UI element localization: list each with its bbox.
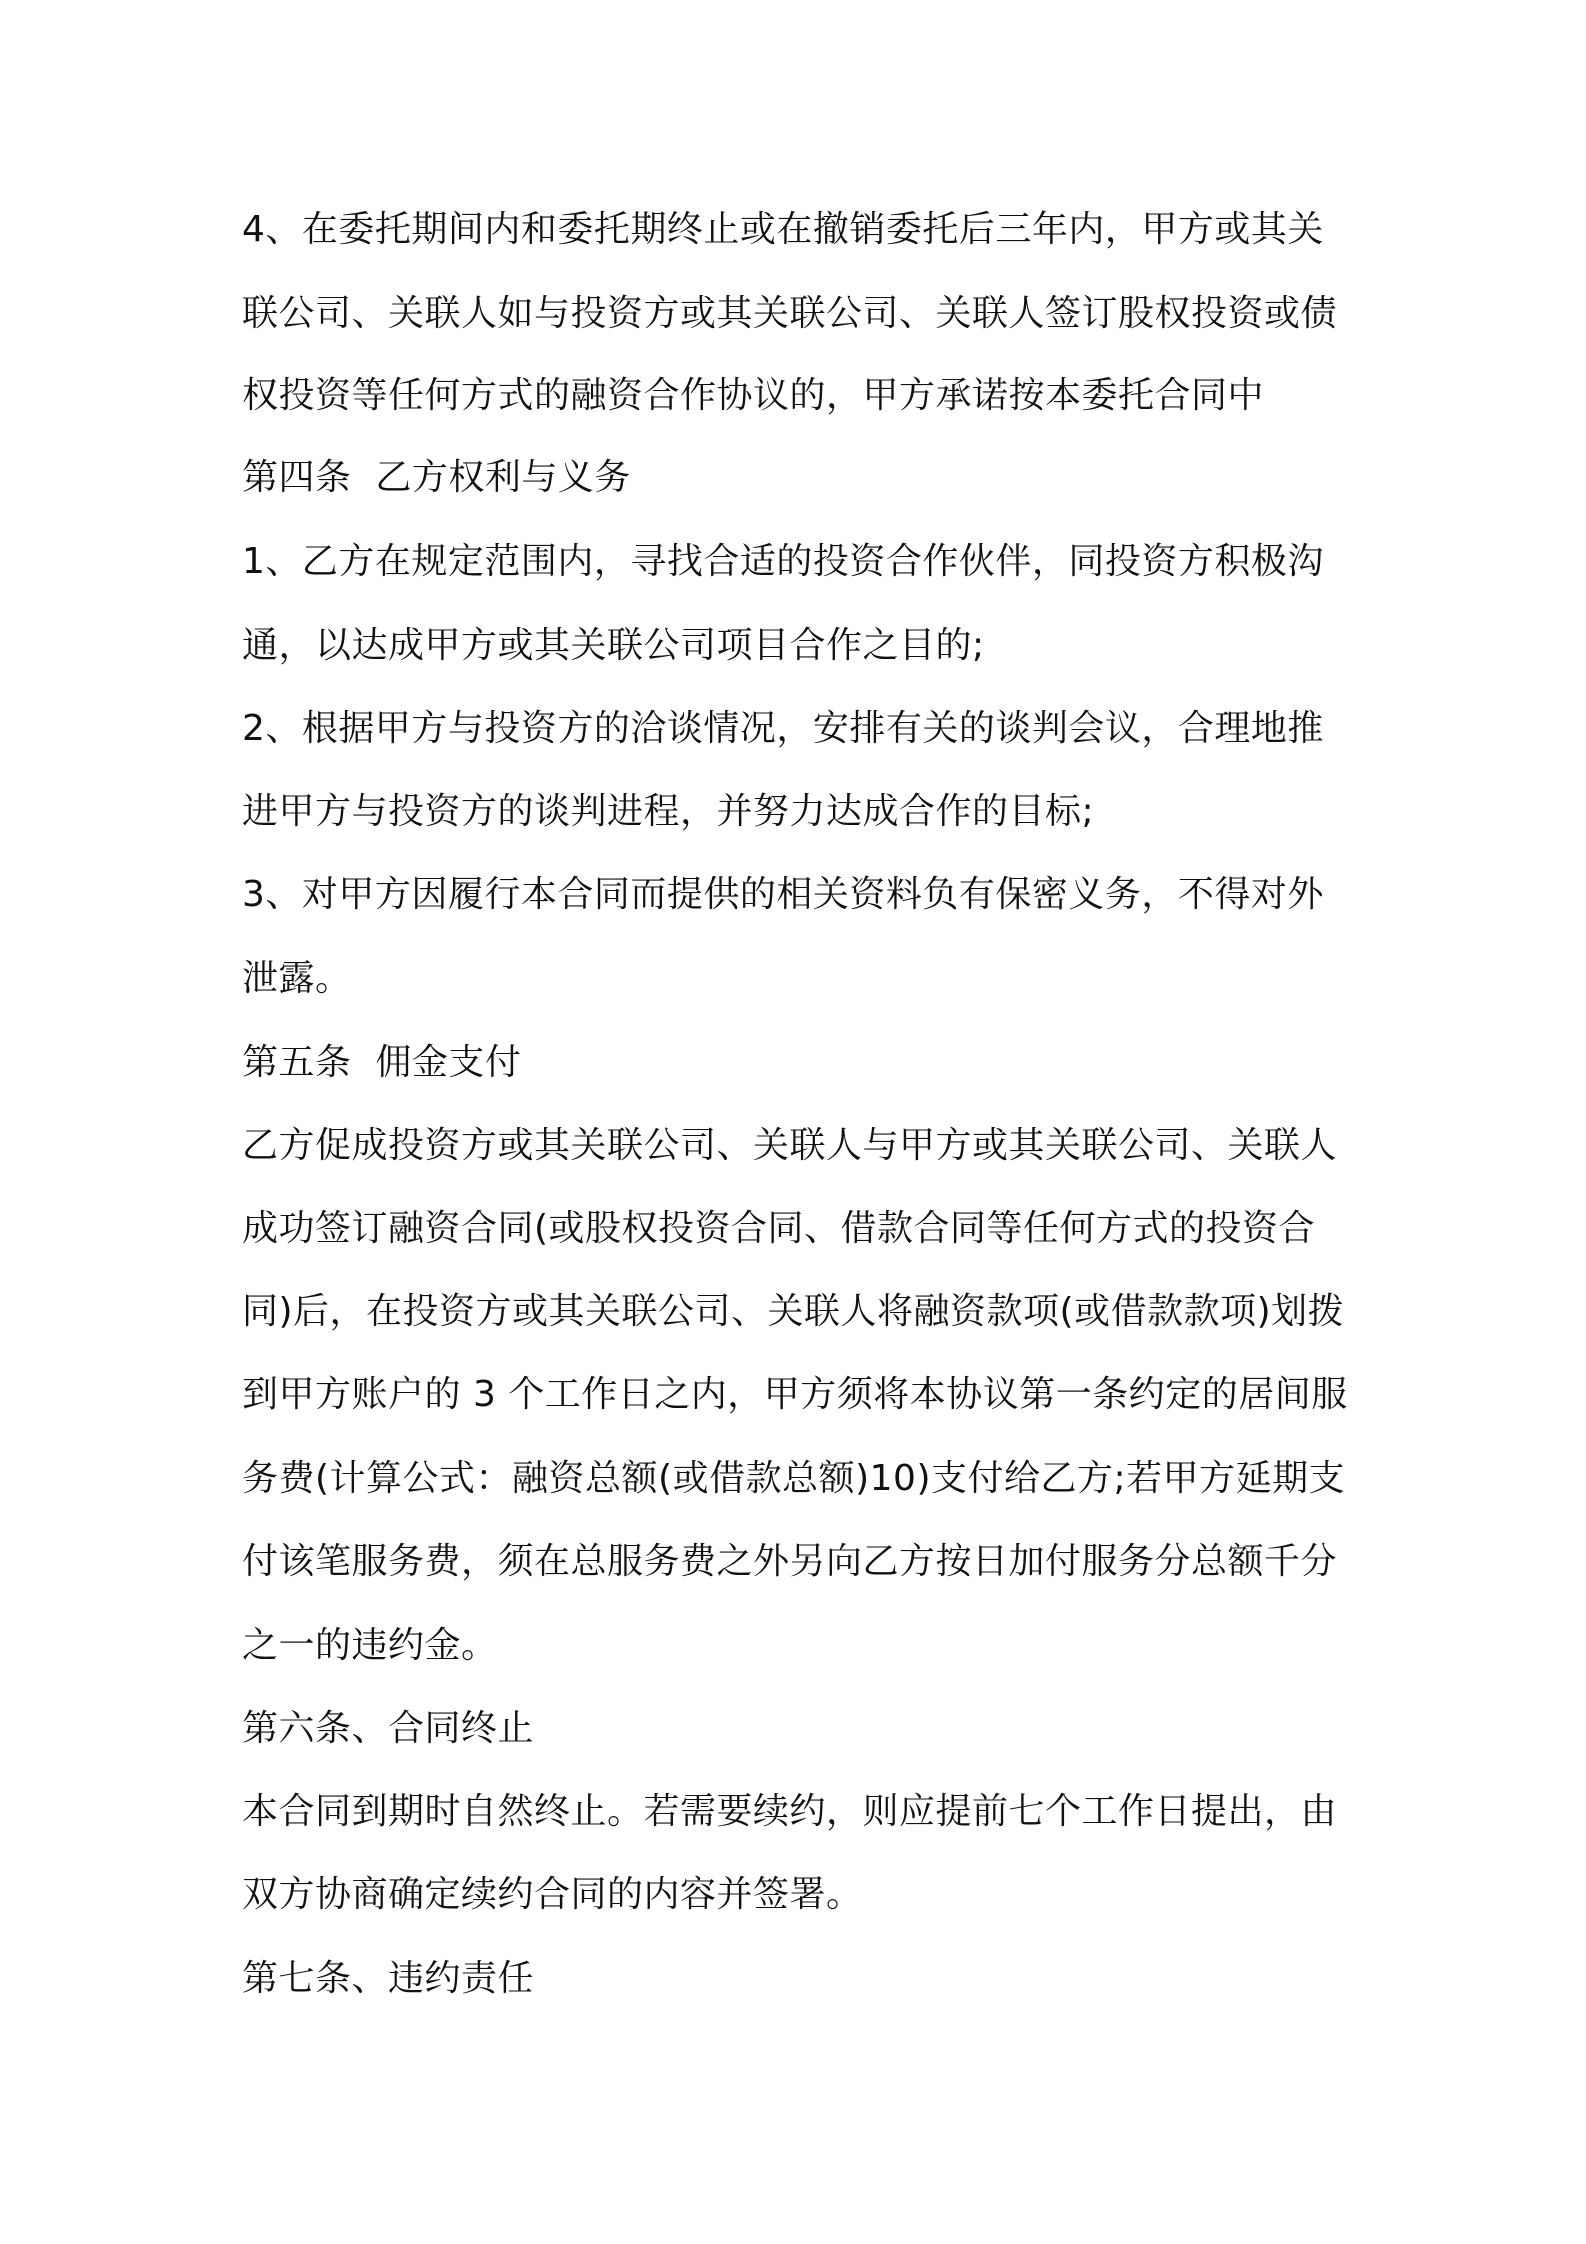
heading-clause-5: 第五条 佣金支付 <box>242 1042 522 1083</box>
clause-5-line-1: 乙方促成投资方或其关联公司、关联人与甲方或其关联公司、关联人 <box>242 1125 1338 1166</box>
clause-5-line-4: 到甲方账户的 3 个工作日之内，甲方须将本协议第一条约定的居间服 <box>242 1374 1348 1415</box>
clause-4-item-1-line-1: 1、乙方在规定范围内，寻找合适的投资合作伙伴，同投资方积极沟 <box>242 541 1324 582</box>
heading-clause-4: 第四条 乙方权利与义务 <box>242 457 631 498</box>
clause-4-item-3-line-1: 3、对甲方因履行本合同而提供的相关资料负有保密义务，不得对外 <box>242 874 1324 915</box>
clause-4-item-1-line-2: 通，以达成甲方或其关联公司项目合作之目的; <box>242 625 985 666</box>
clause-5-line-3: 同)后，在投资方或其关联公司、关联人将融资款项(或借款款项)划拨 <box>242 1291 1345 1332</box>
clause-4-item-2-line-1: 2、根据甲方与投资方的洽谈情况，安排有关的谈判会议，合理地推 <box>242 708 1324 749</box>
clause-6-line-1: 本合同到期时自然终止。若需要续约，则应提前七个工作日提出，由 <box>242 1791 1338 1832</box>
clause-4-item-3-line-2: 泄露。 <box>242 958 352 999</box>
clause-3-item-4-line-1: 4、在委托期间内和委托期终止或在撤销委托后三年内，甲方或其关 <box>242 209 1324 250</box>
clause-4-item-2-line-2: 进甲方与投资方的谈判进程，并努力达成合作的目标; <box>242 791 1095 832</box>
heading-clause-6: 第六条、合同终止 <box>242 1708 535 1749</box>
heading-clause-7: 第七条、违约责任 <box>242 1958 535 1999</box>
clause-5-line-6: 付该笔服务费，须在总服务费之外另向乙方按日加付服务分总额千分 <box>242 1541 1338 1582</box>
clause-5-line-7: 之一的违约金。 <box>242 1625 498 1666</box>
clause-6-line-2: 双方协商确定续约合同的内容并签署。 <box>242 1874 863 1915</box>
clause-5-line-5: 务费(计算公式：融资总额(或借款总额)10)支付给乙方;若甲方延期支 <box>242 1458 1346 1499</box>
clause-5-line-2: 成功签订融资合同(或股权投资合同、借款合同等任何方式的投资合 <box>242 1208 1316 1249</box>
clause-3-item-4-line-2: 联公司、关联人如与投资方或其关联公司、关联人签订股权投资或债 <box>242 293 1338 334</box>
clause-3-item-4-line-3: 权投资等任何方式的融资合作协议的，甲方承诺按本委托合同中 <box>242 375 1265 416</box>
